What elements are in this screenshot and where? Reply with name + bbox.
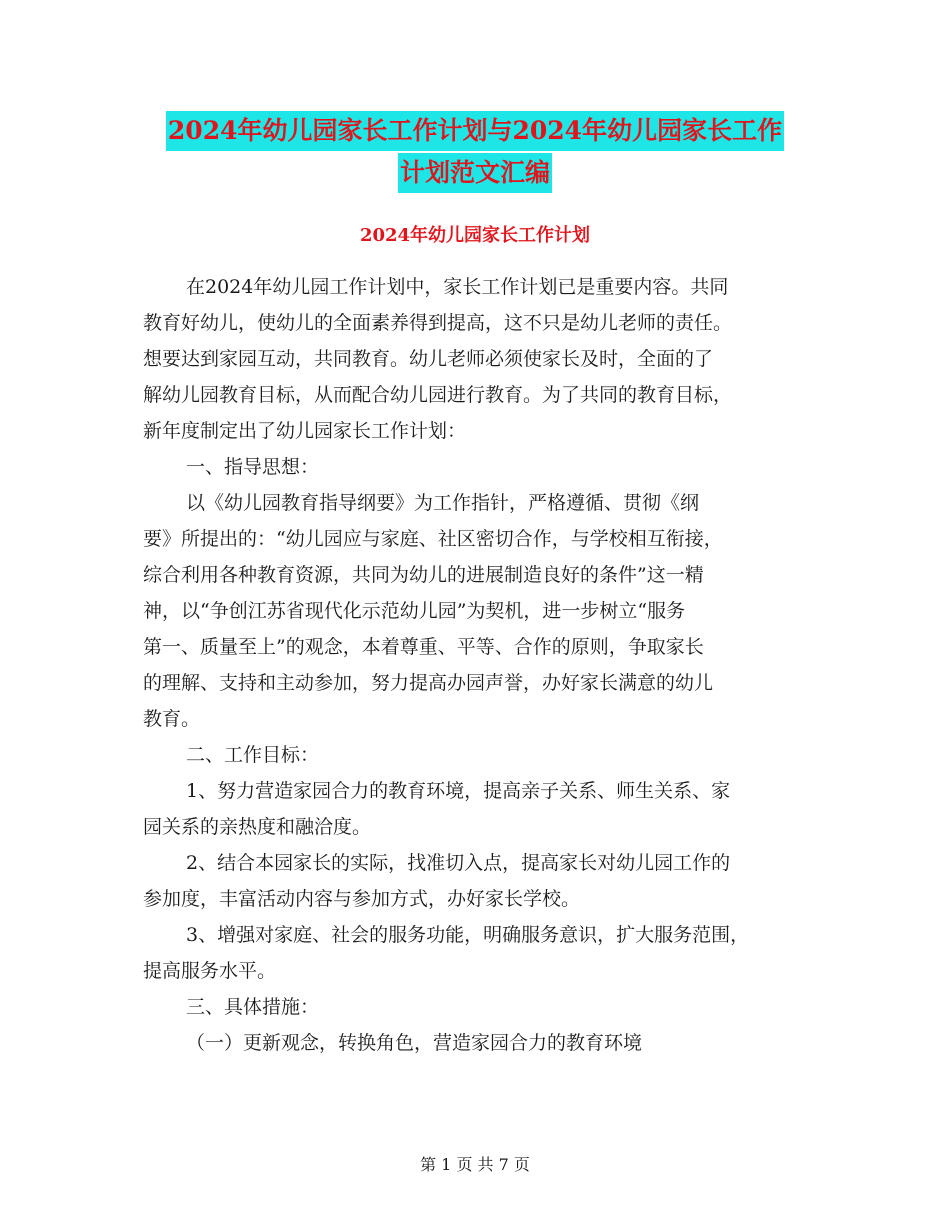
body-line: 想要达到家园互动，共同教育。幼儿老师必须使家长及时，全面的了	[143, 348, 714, 370]
document-title-line-1-wrap	[0, 111, 950, 151]
body-line: 解幼儿园教育目标，从而配合幼儿园进行教育。为了共同的教育目标，	[143, 384, 733, 406]
body-line: 教育好幼儿，使幼儿的全面素养得到提高，这不只是幼儿老师的责任。	[143, 312, 733, 334]
body-line: （一）更新观念，转换角色，营造家园合力的教育环境	[186, 1032, 643, 1054]
body-line: 2、结合本园家长的实际，找准切入点，提高家长对幼儿园工作的	[186, 852, 731, 874]
body-line: 教育。	[143, 708, 201, 730]
body-line: 在2024年幼儿园工作计划中，家长工作计划已是重要内容。共同	[186, 276, 729, 298]
body-line: 神，以“争创江苏省现代化示范幼儿园”为契机，进一步树立“服务	[143, 600, 686, 622]
body-line: 要》所提出的：“幼儿园应与家庭、社区密切合作，与学校相互衔接，	[143, 528, 723, 550]
heading-guiding-thought: 一、指导思想：	[186, 456, 320, 478]
body-line: 参加度，丰富活动内容与参加方式，办好家长学校。	[143, 888, 581, 910]
document-title-line-2-wrap	[0, 153, 950, 193]
document-title-line-1: 2024年幼儿园家长工作计划与2024年幼儿园家长工作	[166, 111, 784, 151]
body-line: 1、努力营造家园合力的教育环境，提高亲子关系、师生关系、家	[186, 780, 731, 802]
body-line: 的理解、支持和主动参加，努力提高办园声誉，办好家长满意的幼儿	[143, 672, 714, 694]
body-line: 提高服务水平。	[143, 960, 277, 982]
heading-measures: 三、具体措施：	[186, 996, 320, 1018]
page-number-footer: 第 1 页 共 7 页	[420, 1155, 530, 1174]
body-line: 第一、质量至上”的观念，本着尊重、平等、合作的原则，争取家长	[143, 636, 704, 658]
body-line: 以《幼儿园教育指导纲要》为工作指针，严格遵循、贯彻《纲	[186, 492, 700, 514]
document-title-line-2: 计划范文汇编	[398, 153, 552, 193]
heading-work-goals: 二、工作目标：	[186, 744, 320, 766]
body-line: 综合利用各种教育资源，共同为幼儿的进展制造良好的条件”这一精	[143, 564, 704, 586]
body-line: 新年度制定出了幼儿园家长工作计划：	[143, 420, 467, 442]
body-line: 3、增强对家庭、社会的服务功能，明确服务意识，扩大服务范围，	[186, 924, 750, 946]
section-title: 2024年幼儿园家长工作计划	[359, 225, 591, 246]
body-line: 园关系的亲热度和融洽度。	[143, 816, 372, 838]
